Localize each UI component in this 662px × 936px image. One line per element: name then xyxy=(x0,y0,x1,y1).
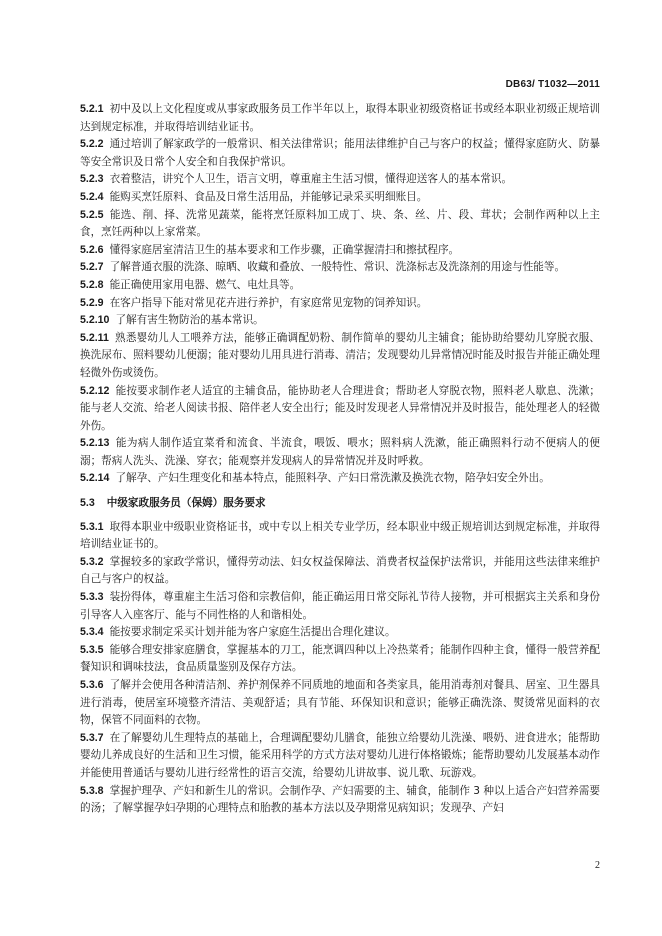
clause-text: 熟悉婴幼儿人工喂养方法，能够正确调配奶粉、制作简单的婴幼儿主辅食；能协助给婴幼儿穿脱衣服、换洗尿布、照料婴幼儿便溺；能对婴幼儿用具进行消毒、清洁；发现婴幼儿异常情况时能及时报告并能正确处理轻微外伤或烫伤。 xyxy=(80,331,600,379)
clause-text: 能按要求制定采买计划并能为客户家庭生活提出合理化建议。 xyxy=(109,626,396,639)
clause-text: 能够合理安排家庭膳食，掌握基本的刀工，能烹调四种以上冷热菜肴；能制作四种主食，懂得一般营养配餐知识和调味技法，食品质量鉴别及保存方法。 xyxy=(80,643,600,674)
clause-paragraph xyxy=(80,470,600,488)
clause-text: 能按要求制作老人适宜的主辅食品，能协助老人合理进食；帮助老人穿脱衣物，照料老人歇息、洗漱；能与老人交流、给老人阅读书报、陪伴老人安全出行；能及时发现老人异常情况并及时报告，能处理老人的轻微外伤。 xyxy=(80,384,600,432)
clause-paragraph xyxy=(80,242,600,260)
clause-number: 5.2.3 xyxy=(80,173,104,186)
clause-number: 5.2.13 xyxy=(80,437,110,450)
section-5-2-clauses xyxy=(80,101,600,488)
section-heading xyxy=(80,495,600,513)
clause-paragraph xyxy=(80,277,600,295)
clause-number: 5.3.6 xyxy=(80,679,104,691)
clause-text: 掌握护理孕、产妇和新生儿的常识。会制作孕、产妇需要的主、辅食，能制作 3 种以上适合产妇营养需要的汤；了解掌握孕妇孕期的心理特点和胎教的基本方法以及孕期常见病知识；发现孕、产妇 xyxy=(80,784,600,815)
clause-text: 初中及以上文化程度或从事家政服务员工作半年以上，取得本职业初级资格证书或经本职业初级正规培训达到规定标准，并取得培训结业证书。 xyxy=(80,103,600,133)
clause-number: 5.3.8 xyxy=(80,784,104,797)
clause-text: 掌握较多的家政学常识，懂得劳动法、妇女权益保障法、消费者权益保护法常识，并能用这些法律来维护自己与客户的权益。 xyxy=(80,555,600,586)
clause-number: 5.2.6 xyxy=(80,243,104,256)
clause-number: 5.2.7 xyxy=(80,261,104,274)
clause-number: 5.3.4 xyxy=(80,626,104,639)
clause-text: 取得本职业中级职业资格证书，或中专以上相关专业学历，经本职业中级正规培训达到规定标准，并取得培训结业证书的。 xyxy=(80,520,600,551)
clause-paragraph xyxy=(80,207,600,242)
clause-paragraph xyxy=(80,730,600,783)
clause-number: 5.2.2 xyxy=(80,138,104,151)
clause-number: 5.3.2 xyxy=(80,555,104,568)
clause-number: 5.2.1 xyxy=(80,103,104,115)
clause-number: 5.2.5 xyxy=(80,208,104,221)
clause-number: 5.2.10 xyxy=(80,314,110,327)
clause-paragraph xyxy=(80,189,600,207)
clause-text: 装扮得体，尊重雇主生活习俗和宗教信仰，能正确运用日常交际礼节待人接物，并可根据宾主关系和身份引导客人入座客厅、能与不同性格的人和谐相处。 xyxy=(80,591,600,621)
clause-text: 能为病人制作适宜菜肴和流食、半流食，喂饭、喂水；照料病人洗漱，能正确照料行动不便病人的便溺；帮病人洗头、洗澡、穿衣；能观察并发现病人的异常情况并及时呼救。 xyxy=(80,437,600,467)
clause-paragraph xyxy=(80,783,600,818)
clause-number: 5.2.4 xyxy=(80,190,104,203)
page-number: 2 xyxy=(595,860,600,871)
clause-text: 了解普通衣服的洗涤、晾晒、收藏和叠放、一般特性、常识、洗涤标志及洗涤剂的用途与性能等。 xyxy=(109,261,566,274)
clause-number: 5.2.14 xyxy=(80,472,110,485)
clause-number: 5.3.3 xyxy=(80,591,104,604)
clause-paragraph xyxy=(80,259,600,277)
clause-text: 了解有害生物防治的基本常识。 xyxy=(115,314,264,327)
section-number: 5.3 xyxy=(80,497,95,510)
clause-number: 5.2.8 xyxy=(80,278,104,291)
clause-paragraph xyxy=(80,330,600,383)
clause-paragraph xyxy=(80,677,600,730)
clause-paragraph xyxy=(80,101,600,136)
clause-paragraph xyxy=(80,435,600,470)
clause-paragraph xyxy=(80,383,600,436)
clause-number: 5.2.11 xyxy=(80,331,109,344)
document-body xyxy=(80,101,600,818)
clause-text: 能选、削、择、洗常见蔬菜，能将烹饪原料加工成丁、块、条、丝、片、段、茸状；会制作两种以上主食，烹饪两种以上家常菜。 xyxy=(80,208,600,239)
clause-paragraph xyxy=(80,589,600,624)
clause-number: 5.2.9 xyxy=(80,296,104,309)
clause-text: 在了解婴幼儿生理特点的基础上，合理调配婴幼儿膳食，能独立给婴幼儿洗澡、喂奶、进食进水；能帮助婴幼儿养成良好的生活和卫生习惯，能采用科学的方式方法对婴幼儿进行体格锻炼；能帮助婴幼儿发展基本动作并能使用普通话与婴幼儿进行经常性的语言交流，给婴幼儿讲故事、说儿歌、玩游戏。 xyxy=(80,731,600,779)
clause-text: 能正确使用家用电器、燃气、电灶具等。 xyxy=(109,278,301,291)
clause-paragraph xyxy=(80,312,600,330)
clause-number: 5.3.5 xyxy=(80,643,104,656)
clause-text: 通过培训了解家政学的一般常识、相关法律常识；能用法律维护自己与客户的权益；懂得家庭防火、防暴等安全常识及日常个人安全和自我保护常识。 xyxy=(80,138,600,168)
clause-text: 了解并会使用各种清洁剂、养护剂保养不同质地的地面和各类家具，能用消毒剂对餐具、居室、卫生器具进行消毒，使居室环境整齐清洁、美观舒适；具有节能、环保知识和意识；能够正确洗涤、熨烫常见面料的衣物，保管不同面料的衣物。 xyxy=(80,679,600,727)
clause-paragraph xyxy=(80,519,600,554)
standard-code: DB63/ T1032—2011 xyxy=(505,79,600,90)
clause-number: 5.2.12 xyxy=(80,384,110,397)
clause-paragraph xyxy=(80,171,600,189)
clause-text: 懂得家庭居室清洁卫生的基本要求和工作步骤，正确掌握清扫和擦拭程序。 xyxy=(109,243,460,256)
clause-paragraph xyxy=(80,295,600,313)
clause-text: 在客户指导下能对常见花卉进行养护，有家庭常见宠物的饲养知识。 xyxy=(109,296,428,309)
section-title: 中级家政服务员（保姆）服务要求 xyxy=(106,497,266,510)
section-5-3-clauses xyxy=(80,519,600,818)
clause-text: 衣着整洁，讲究个人卫生，语言文明，尊重雇主生活习惯，懂得迎送客人的基本常识。 xyxy=(109,173,513,186)
clause-paragraph xyxy=(80,642,600,677)
clause-number: 5.3.7 xyxy=(80,731,104,744)
clause-paragraph xyxy=(80,624,600,642)
clause-number: 5.3.1 xyxy=(80,520,104,533)
clause-text: 了解孕、产妇生理变化和基本特点，能照料孕、产妇日常洗漱及换洗衣物，陪孕妇安全外出。 xyxy=(115,472,550,485)
clause-text: 能购买烹饪原料、食品及日常生活用品，并能够记录采买明细账目。 xyxy=(109,190,428,203)
clause-paragraph xyxy=(80,136,600,171)
clause-paragraph xyxy=(80,554,600,589)
